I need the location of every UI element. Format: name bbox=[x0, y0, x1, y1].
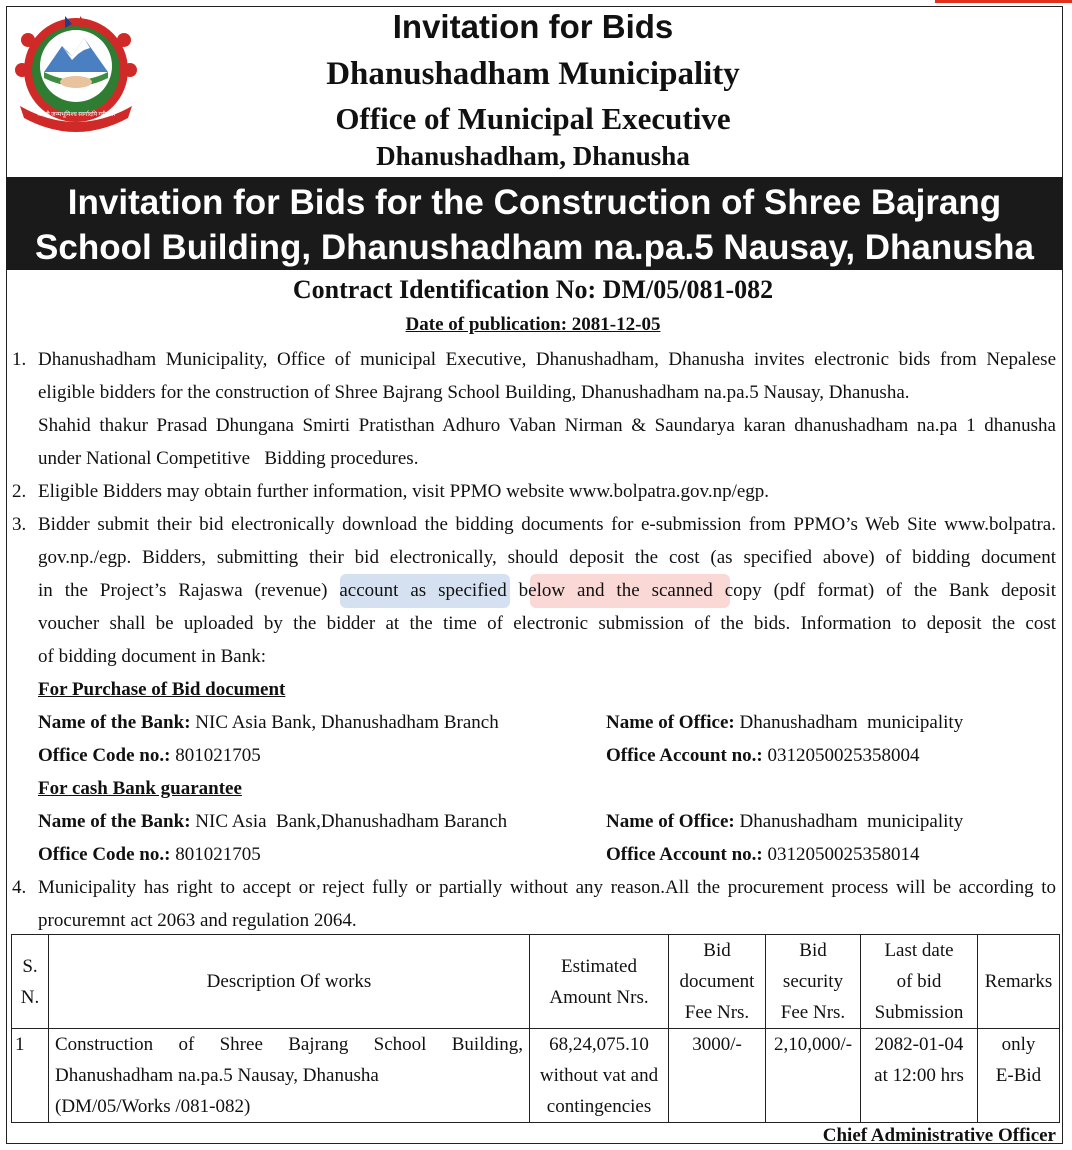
purchase-office-row bbox=[606, 706, 963, 739]
guarantee-code-row bbox=[38, 838, 261, 871]
guarantee-office-value: Dhanushadham municipality bbox=[734, 811, 964, 832]
header-sn: S. N. bbox=[12, 935, 49, 1029]
purchase-office-value: Dhanushadham municipality bbox=[734, 712, 964, 733]
guarantee-account-label: Office Account no.: bbox=[606, 844, 763, 865]
contract-id: Contract Identification No: DM/05/081-082 bbox=[292, 275, 774, 304]
banner-line-2: School Building, Dhanushadham na.pa.5 Nausay, Dhanusha bbox=[35, 228, 1034, 267]
purchase-code-row bbox=[38, 739, 261, 772]
clause-1-line-3: Shahid thakur Prasad Dhungana Smirti Pratisthan Adhuro Vaban Nirman & Saundarya karan dhanushadham na.pa 1 dhanusha bbox=[38, 415, 1056, 436]
clause-3-line-4: voucher shall be uploaded by the bidder at the time of electronic submission of the bids. Information to deposit the cost bbox=[38, 613, 1056, 634]
guarantee-bank-value: NIC Asia Bank,Dhanushadham Baranch bbox=[190, 811, 508, 832]
header-last-date: Last date of bid Submission bbox=[861, 935, 978, 1029]
clause-1-line-1: Dhanushadham Municipality, Office of municipal Executive, Dhanushadham, Dhanusha invites electronic bids from Nepalese bbox=[38, 349, 1056, 370]
guarantee-heading: For cash Bank guarantee bbox=[38, 778, 242, 799]
purchase-bank-row bbox=[38, 706, 499, 739]
clause-3-number: 3. bbox=[12, 514, 27, 535]
purchase-heading: For Purchase of Bid document bbox=[38, 679, 286, 700]
clause-3-line-3: in the Project’s Rajaswa (revenue) account as specified below and the scanned copy (pdf format) of the Bank deposit bbox=[38, 580, 1056, 601]
header-remarks: Remarks bbox=[978, 935, 1060, 1029]
row-document-fee: 3000/- bbox=[669, 1029, 766, 1123]
guarantee-bank-row bbox=[38, 805, 507, 838]
publication-date: Date of publication: 2081-12-05 bbox=[405, 314, 661, 335]
row-description: Construction of Shree Bajrang School Building, Dhanushadham na.pa.5 Nausay, Dhanusha (DM/05/Works /081-082) bbox=[49, 1029, 530, 1123]
office-location: Dhanushadham, Dhanusha bbox=[376, 141, 690, 171]
purchase-account-value: 0312050025358004 bbox=[762, 745, 920, 766]
clause-1-line-2: eligible bidders for the construction of Shree Bajrang School Building, Dhanushadham na.pa.5 Nausay, Dhanusha. bbox=[38, 382, 910, 403]
top-accent-bar bbox=[935, 0, 1072, 3]
purchase-bank-label: Name of the Bank: bbox=[38, 712, 191, 733]
clause-2-line-1: Eligible Bidders may obtain further information, visit PPMO website www.bolpatra.gov.np/egp. bbox=[38, 481, 770, 502]
purchase-account-row bbox=[606, 739, 919, 772]
purchase-code-label: Office Code no.: bbox=[38, 745, 171, 766]
municipality-name: Dhanushadham Municipality bbox=[326, 56, 740, 92]
clause-4-line-2: procuremnt act 2063 and regulation 2064. bbox=[38, 910, 357, 931]
header-amount: Estimated Amount Nrs. bbox=[530, 935, 669, 1029]
banner-line-1: Invitation for Bids for the Construction of Shree Bajrang bbox=[67, 183, 1002, 222]
purchase-code-value: 801021705 bbox=[170, 745, 261, 766]
signoff: Chief Administrative Officer bbox=[822, 1125, 1056, 1146]
office-name: Office of Municipal Executive bbox=[335, 101, 731, 136]
row-amount: 68,24,075.10 without vat and contingencies bbox=[530, 1029, 669, 1123]
guarantee-account-row bbox=[606, 838, 919, 871]
guarantee-code-label: Office Code no.: bbox=[38, 844, 171, 865]
notice-title: Invitation for Bids bbox=[392, 8, 674, 45]
guarantee-bank-label: Name of the Bank: bbox=[38, 811, 191, 832]
clause-2-number: 2. bbox=[12, 481, 27, 502]
row-last-date: 2082-01-04 at 12:00 hrs bbox=[861, 1029, 978, 1123]
clause-3-line-5: of bidding document in Bank: bbox=[38, 646, 266, 667]
guarantee-office-label: Name of Office: bbox=[606, 811, 735, 832]
row-sn: 1 bbox=[12, 1029, 49, 1123]
header-document-fee: Bid document Fee Nrs. bbox=[669, 935, 766, 1029]
clause-1-line-4: under National Competitive Bidding procedures. bbox=[38, 448, 419, 469]
clause-4-line-1: Municipality has right to accept or reject fully or partially without any reason.All the procurement process will be according to bbox=[38, 877, 1056, 898]
project-banner bbox=[6, 177, 1063, 270]
guarantee-office-row bbox=[606, 805, 963, 838]
purchase-account-label: Office Account no.: bbox=[606, 745, 763, 766]
clause-3-line-2: gov.np./egp. Bidders, submitting their bid electronically, should deposit the cost (as specified above) of bidding document bbox=[38, 547, 1056, 568]
purchase-bank-value: NIC Asia Bank, Dhanushadham Branch bbox=[190, 712, 499, 733]
works-table bbox=[11, 934, 1060, 1123]
emblem-motto: जननी जन्मभूमिश्च स्वर्गादपि गरीयसी bbox=[36, 112, 116, 118]
header-description: Description Of works bbox=[49, 935, 530, 1029]
guarantee-account-value: 0312050025358014 bbox=[762, 844, 920, 865]
row-security-fee: 2,10,000/- bbox=[766, 1029, 861, 1123]
guarantee-code-value: 801021705 bbox=[170, 844, 261, 865]
purchase-office-label: Name of Office: bbox=[606, 712, 735, 733]
header-security-fee: Bid security Fee Nrs. bbox=[766, 935, 861, 1029]
row-remarks: only E-Bid bbox=[978, 1029, 1060, 1123]
clause-4-number: 4. bbox=[12, 877, 27, 898]
clause-3-line-1: Bidder submit their bid electronically download the bidding documents for e-submission from PPMO’s Web Site www.bolpatra. bbox=[38, 514, 1056, 535]
table-row bbox=[12, 1029, 1060, 1123]
table-header-row bbox=[12, 935, 1060, 1029]
clause-1-number: 1. bbox=[12, 349, 27, 370]
